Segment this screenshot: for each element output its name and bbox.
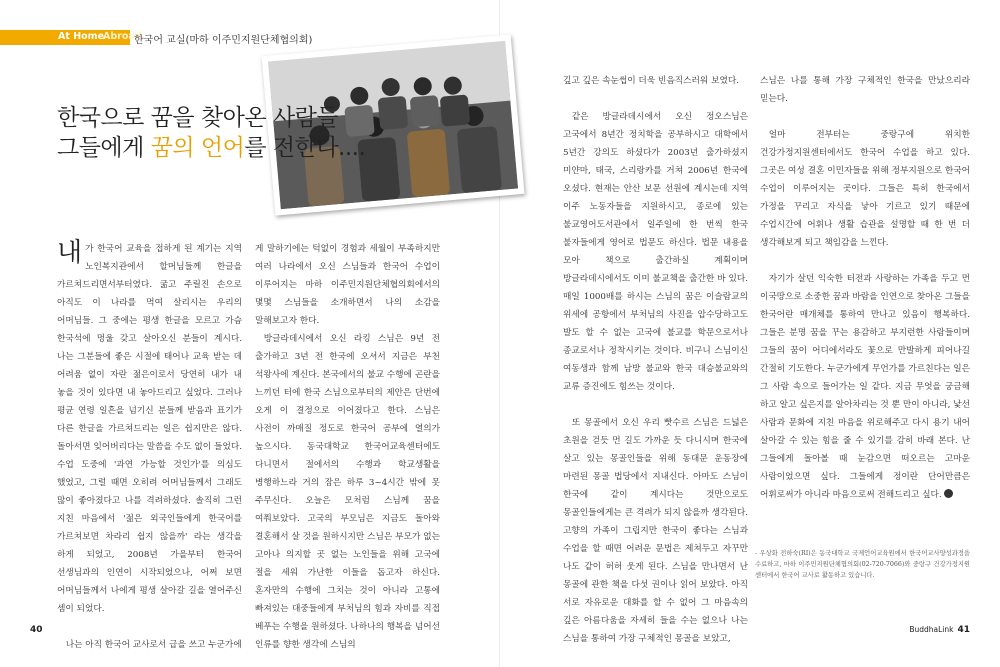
page-number-right: 41 [957, 625, 970, 635]
headline-line-2-pre: 그들에게 [57, 135, 151, 161]
author-footnote: - 우상화 전하숙(RI)은 동국대학교 국제언어교육원에서 한국어교사양성과정을 수료하고, 마하 이주민지원단체협의회(02-720-7066)와 중랑구 건강가정지원센터에서 한국어 교사로 활동하고 있습니다. [755, 550, 970, 579]
col4-paragraph-3 [760, 270, 970, 504]
col4-paragraph-3-text: 자기가 살던 익숙한 터전과 사랑하는 가족을 두고 먼 이국땅으로 소중한 꿈과 바람을 인연으로 찾아온 그들을 한국어란 매개체를 통하여 만나고 있음이 행복하다. 그들은 분명 꿈을 꾸는 용감하고 부지런한 사람들이며 그들의 꿈이 어디에서라도 꽃으로 만발하게 피어나길 간절히 기도한다. 누군가에게 무언가를 가르친다는 일은 그 사람 속으로 들어가는 일 같다. 지금 무엇을 궁금해 하고 알고 싶은지를 알아차리는 것 뿐 만이 아니라, 낯선 사람과 문화에 지친 마음을 위로해주고 다시 용기 내어 살아갈 수 있는 힘을 줄 수 있기를 감히 바래 본다. 난 그들에게 돌아볼 때 눈감으면 떠오르는 고마운 사람이었으면 싶다. 그들에게 정이란 단어만큼은 어휘로써가 아니라 마음으로써 전해드리고 싶다. [760, 274, 970, 500]
section-header-bar [0, 30, 142, 45]
col1-paragraph-2: 나는 아직 한국어 교사로서 급을 쓰고 누군가에 [65, 640, 242, 650]
body-column-1 [57, 240, 242, 654]
section-title: 한국어 교실(마하 이주민지원단체협의회) [134, 35, 313, 46]
page-number-left: 40 [30, 625, 43, 635]
headline-line-2 [57, 129, 365, 162]
col1-paragraph-1-text: 가 한국어 교육을 접하게 된 계기는 지역 노인복지관에서 할머님들께 한글을 가르쳐드리면서부터였다. 굶고 주릴진 손으로 아직도 이 나라를 먹여 살리시는 우리의 어머님들. 그 중에는 평생 한글을 모르고 가슴 한국석에 멍울 갖고 살아오신 분들이 계시다. 나는 그분들에 좋은 시절에 태어나 교육 받는 데 어려움 없이 자란 젊은이로서 당연히 내가 내 놓을 것이 있다면 내 놓아드리고 싶었다. 그러나 평균 연령 일흔을 넘기신 분들께 받음과 표기가 다른 한글을 가르쳐드리는 일은 쉽지만은 않다. 돌아서면 잊어버리다는 말씀을 수도 없이 들었다. 수업 도중에 '과연 가능할 것인가'를 의심도 했었고, 그럴 때면 오히려 어머님들께서 그래도 많이 좋아졌다고 나를 격려하셨다. 솔직히 그런 지친 마음에서 '젊은 외국인들에게 한국어를 가르쳐보면 차라리 쉽지 않을까' 라는 생각을 하게 되었고, 2008년 가을부터 한국어 선생님과의 인연이 시작되었으나, 어쩌 보면 어머님들께서 나에게 평생 살아갈 길을 열어주신 셈이 되었다. [57, 244, 242, 614]
body-column-2 [255, 240, 440, 654]
body-column-3 [563, 72, 748, 648]
col4-paragraph-2: 얼마 전부터는 중랑구에 위치한 건강가정지원센터에서도 한국어 수업을 하고 있다. 그곳은 여성 결혼 이민자들을 위해 정부지원으로 한국어 수업이 이루어지는 곳이다. 그들은 특히 한국에서 가정을 꾸리고 자식을 낳아 기르고 있기 때문에 수업시간에 어휘나 생활 습관을 설명할 때 한 번 더 생각해보게 되고 책임감을 느낀다. [760, 130, 970, 248]
col4-paragraph-1: 스님은 나를 통해 가장 구체적인 한국을 만났으리라 믿는다. [760, 76, 970, 104]
col3-paragraph-2: 같은 방글라데시에서 오신 정오스님은 고국에서 8년간 정치학을 공부하시고 대학에서 5년간 강의도 하셨다가 2003년 출가하셨지 미얀마, 태국, 스리랑카를 거쳐 2006년 한국에 오셨다. 현재는 안산 보문 선원에 계시는데 지역 이주 노동자들을 지원하시고, 종로에 있는 불교영어도서관에서 일주일에 한 번씩 한국 불자들에게 영어로 법문도 하신다. 법문 내용을 모아 책으로 출간하실 계획이며 방글라데시에서도 이미 불교책을 출간한 바 있다. 매일 1000배를 하시는 스님의 꿈은 이슬람교의 위세에 공항에서 부처님의 사진을 압수당하고도 발도 할 수 없는 고국에 불교를 학문으로서나 종교로서나 정착시키는 것이다. 비구니 스님이신 여동생과 함께 남방 불교와 한국 대승불교와의 교류 증진에도 힘쓰는 것이다. [563, 112, 748, 392]
page-footer-right [909, 625, 970, 635]
section-tag-abroad: Abroad [103, 31, 142, 42]
headline-line-1: 한국으로 꿈을 찾아온 사람들 [57, 105, 339, 131]
section-tag-home: At Home [58, 31, 105, 42]
col3-paragraph-3: 또 몽골에서 오신 우리 빳수르 스님은 드넓은 초원을 걷듯 먼 길도 가까운 듯 다니시며 한국에 살고 있는 몽골인들을 위해 동대문 운동장에 마련된 몽골 법당에서 지내신다. 아마도 스님이 한국에 같이 계시다는 것만으로도 몽골인들에게는 큰 격려가 되지 않을까 생각된다. 고향의 가족이 그립지만 한국이 좋다는 스님과 수업을 할 때면 어려운 문법은 제쳐두고 자꾸만 나도 같이 허허 웃게 된다. 스님을 만나면서 난 몽골에 관한 책을 다섯 권이나 읽어 보았다. 아직 서로 자유로운 대화를 할 수 없어 그 마음속의 깊은 아름다움을 자세히 들을 수는 없으나 나는 스님을 통하여 가장 구체적인 몽골을 보았고, [563, 418, 748, 644]
headline-line-2-post: 를 전한다.... [244, 135, 366, 161]
drop-cap: 내 [57, 238, 83, 268]
body-column-4 [760, 72, 970, 504]
magazine-name: BuddhaLink [909, 625, 954, 634]
col1-paragraph-1 [57, 240, 242, 618]
col3-paragraph-1: 깊고 깊은 속눈썹이 더욱 빈음직스러워 보였다. [563, 76, 740, 86]
end-mark-icon [944, 489, 953, 498]
col2-paragraph-2: 방글라데시에서 오신 라킹 스님은 9년 전 출가하고 3년 전 한국에 오셔서 지금은 부천 석왕사에 계신다. 본국에서의 불교 수행에 곤란을 느끼던 터에 한국 스님으로부터의 제안은 단번에 오게 이 결정으로 이어졌다고 한다. 스님은 사전이 까매질 정도로 한국어 공부에 열의가 높으시다. 동국대학교 한국어교육센터에도 다니면서 절에서의 수행과 학교생활을 병행하느라 거의 잠은 하루 3~4시간 밖에 못 주무신다. 오늘은 모처럼 스님께 꿈을 여쭤보았다. 고국의 부모님은 지금도 돌아와 결혼해서 살 것을 원하시지만 스님은 부모가 없는 고아나 의지할 곳 없는 노인들을 위해 고국에 절을 세워 가난한 이들을 돕고자 하신다. 혼자만의 수행에 그치는 것이 아니라 고통에 빠져있는 대중들에게 부처님의 힘과 자비를 직접 베푸는 수행을 원하셨다. 나하나의 행복을 넘어선 인류를 향한 생각에 스님의 [255, 334, 440, 650]
col2-paragraph-1: 게 말하기에는 턱없이 경험과 세월이 부족하지만 여러 나라에서 오신 스님들과 한국어 수업이 이루어지는 마하 이주민지원단체협의회에서의 몇몇 스님들을 소개하면서 나의 소감을 말해보고자 한다. [255, 244, 440, 326]
headline-accent: 꿈의 언어 [150, 135, 245, 161]
